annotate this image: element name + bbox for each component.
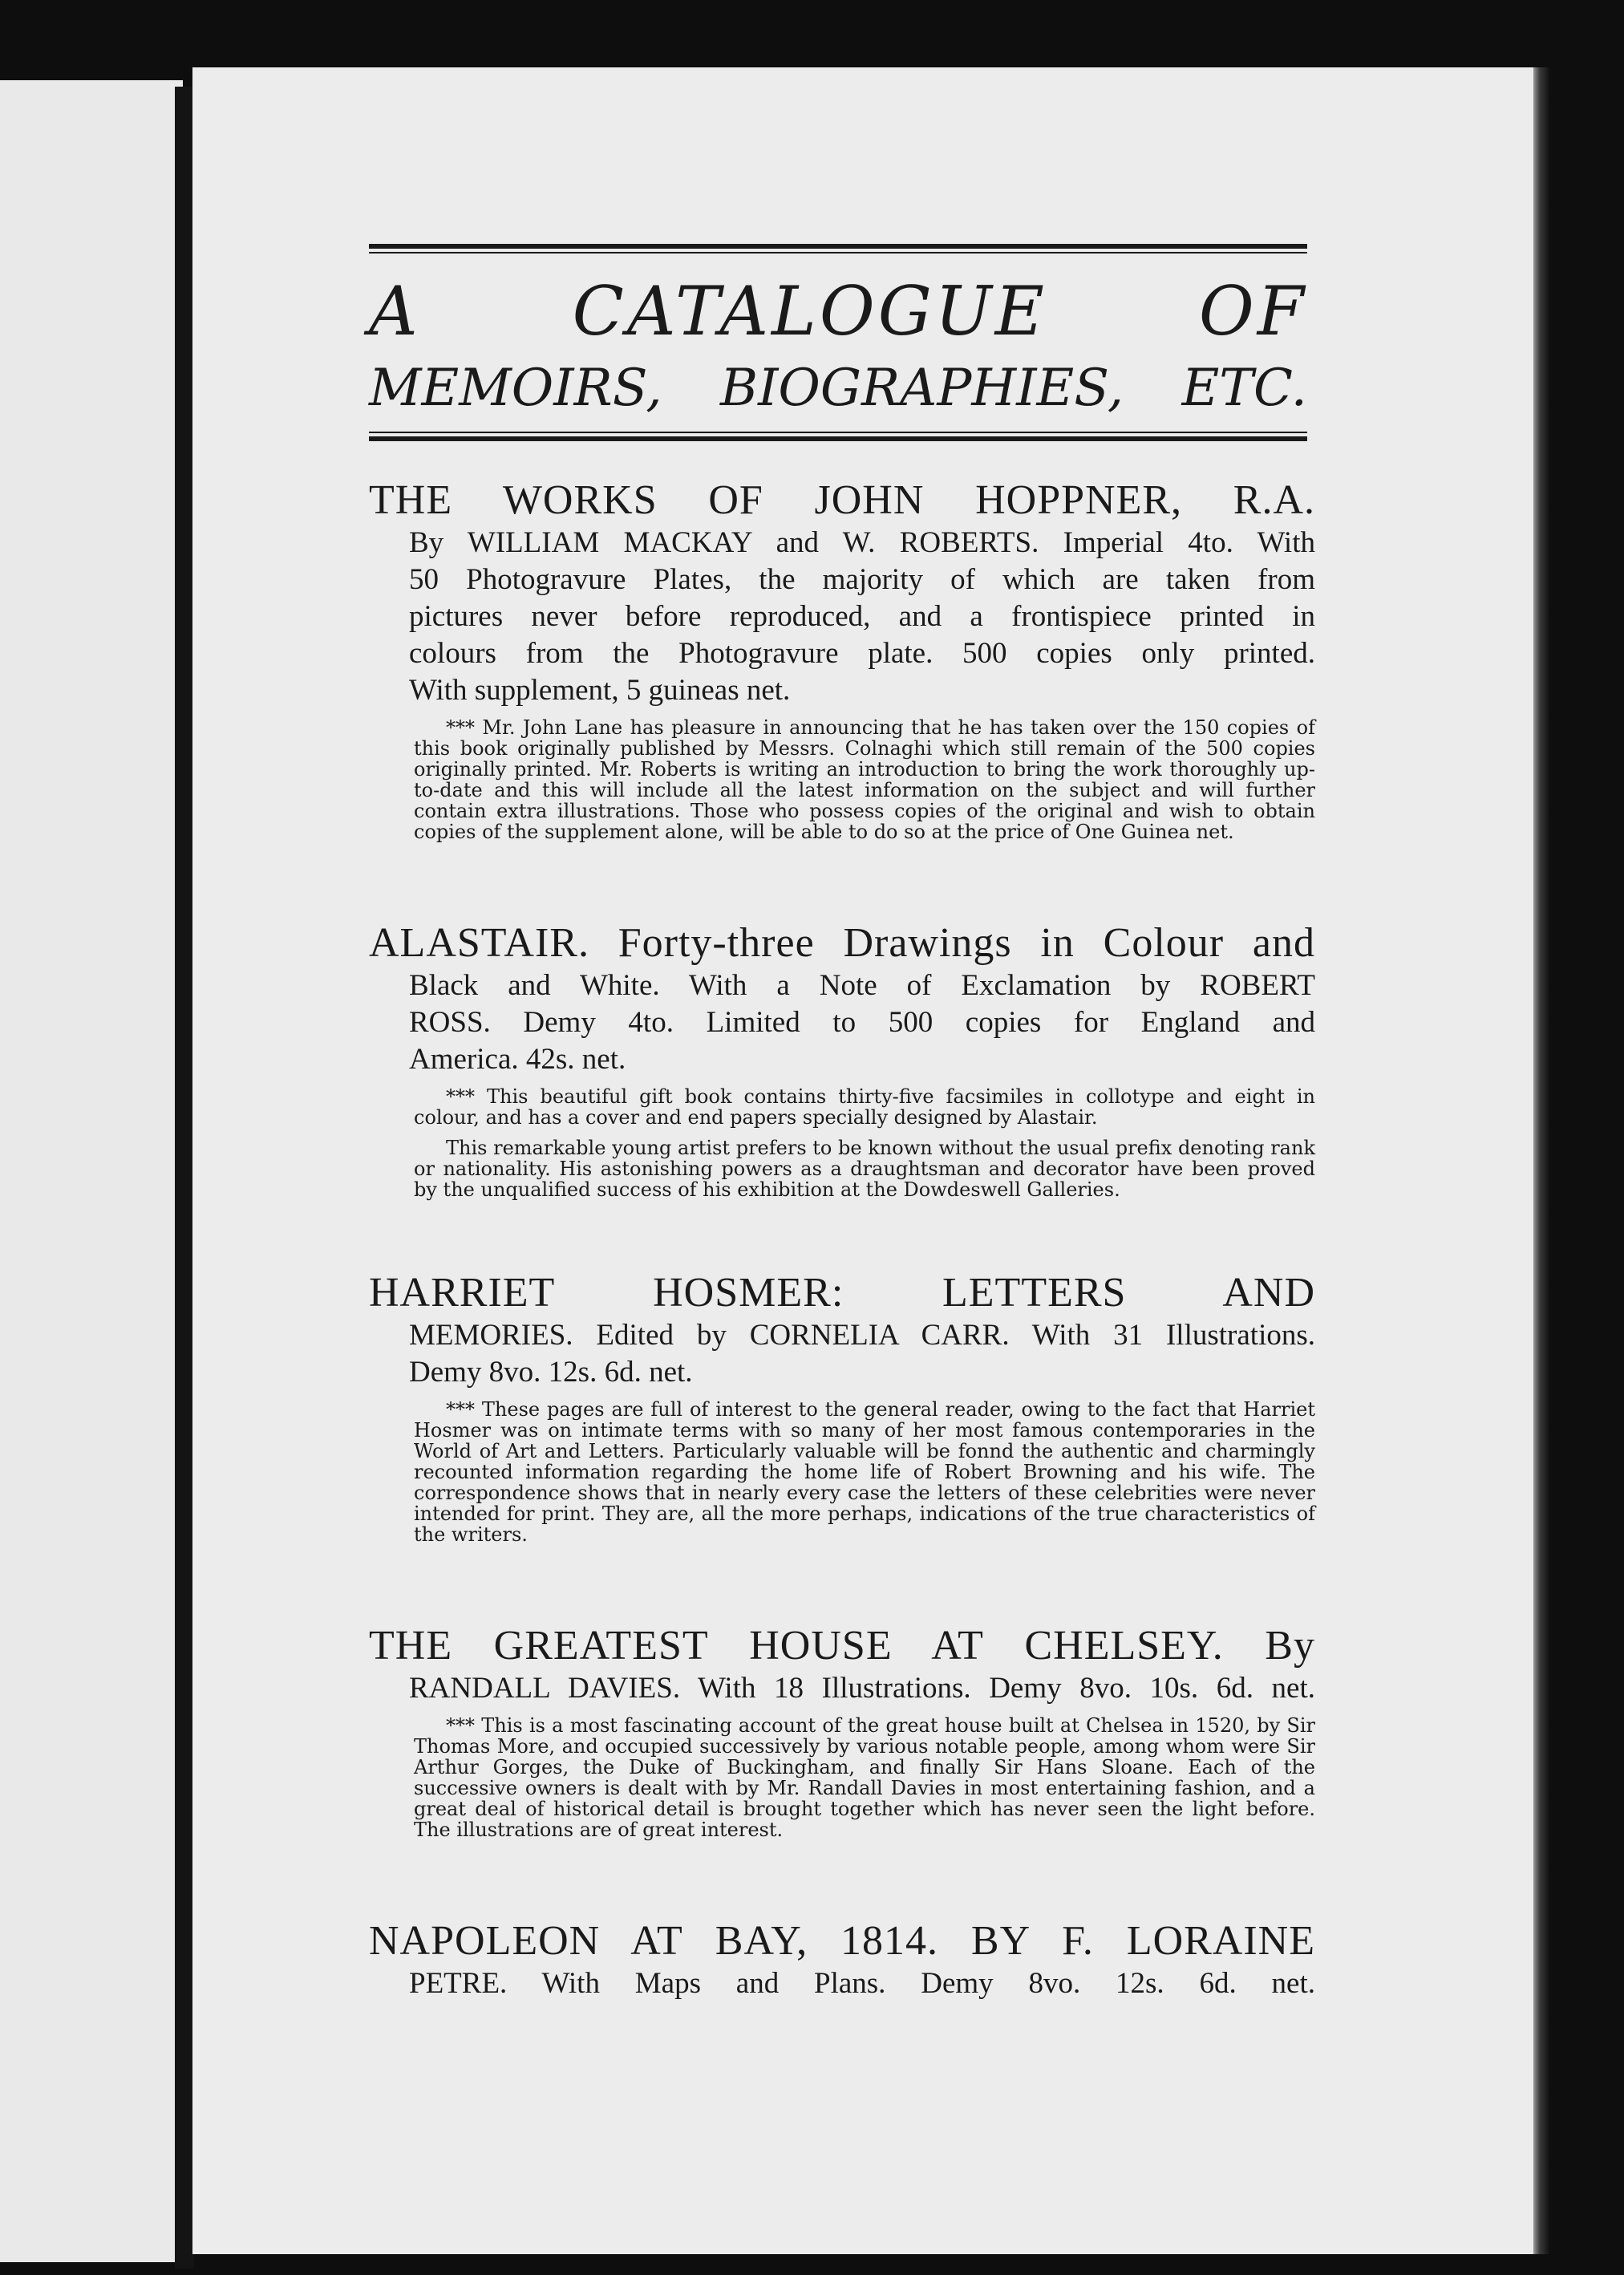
bottom-double-rule	[369, 432, 1307, 444]
note-paragraph: *** These pages are full of interest to the general reader, owing to the fact that Harriet Hosmer was on intimate terms with so many of her most famous contemporaries in the World of Art and Letters. Particularly valuable will be fonnd the authentic and charmingly recounted information regarding the home life of Robert Browning and his wife. The correspondence shows that in nearly every case the letters of these celebrities were never intended for print. They are, all the more perhaps, indications of the true characteristics of the writers.	[414, 1398, 1315, 1546]
catalogue-entry-hoppner	[369, 476, 1315, 842]
entry-line: America. 42s. net.	[409, 1043, 626, 1076]
catalogue-title	[369, 272, 1307, 351]
catalogue-entry-chelsey	[369, 1622, 1315, 1840]
catalogue-entry-hosmer	[369, 1269, 1315, 1545]
note-paragraph: This remarkable young artist prefers to be known without the usual prefix denoting rank or nationality. His astonishing powers as a draughtsman and decorator have been proved by the unqualified success of his exhibition at the Dowdeswell Galleries.	[414, 1137, 1315, 1201]
page-content	[369, 244, 1331, 2002]
entry-note	[369, 1715, 1315, 1840]
entry-line: Demy 8vo. 12s. 6d. net.	[409, 1356, 693, 1389]
entry-description	[369, 967, 1315, 1078]
entry-line: ROSS. Demy 4to. Limited to 500 copies for England and	[409, 1006, 1315, 1039]
note-paragraph: *** This is a most fascinating account of the great house built at Chelsea in 1520, by Sir Thomas More, and occupied successively by various notable people, among whom were Sir Arthur Gorges, the Duke of Buckingham, and finally Sir Hans Sloane. Each of the successive owners is dealt with by Mr. Randall Davies in most entertaining fashion, and a great deal of historical detail is brought together which has never seen the light before. The illustrations are of great interest.	[414, 1714, 1315, 1841]
entry-line: pictures never before reproduced, and a frontispiece printed in	[409, 600, 1315, 633]
note-paragraph: *** This beautiful gift book contains thirty-five facsimiles in collotype and eight in colour, and has a cover and end papers specially designed by Alastair.	[414, 1085, 1315, 1129]
entry-description	[369, 1317, 1315, 1391]
entry-line: 50 Photogravure Plates, the majority of which are taken from	[409, 563, 1315, 596]
entry-line: colours from the Photogravure plate. 500 copies only printed.	[409, 637, 1315, 670]
catalogue-subtitle: MEMOIRS, BIOGRAPHIES, ETC.	[369, 359, 1307, 418]
entry-line: With supplement, 5 guineas net.	[409, 674, 791, 707]
title-word: A	[369, 272, 421, 351]
catalogue-entry-alastair	[369, 919, 1315, 1200]
title-word: CATALOGUE	[572, 272, 1047, 351]
entry-title: ALASTAIR. Forty-three Drawings in Colour and	[369, 920, 1315, 966]
book-spine	[175, 87, 194, 2269]
entry-title: NAPOLEON AT BAY, 1814. BY F. LORAINE	[369, 1918, 1315, 1964]
catalogue-entry-napoleon	[369, 1917, 1315, 2002]
entry-description	[369, 1965, 1315, 2002]
entry-line: MEMORIES. Edited by CORNELIA CARR. With 31 Illustrations.	[409, 1319, 1315, 1352]
entry-title: THE GREATEST HOUSE AT CHELSEY. By	[369, 1623, 1315, 1669]
entry-title: HARRIET HOSMER: LETTERS AND	[369, 1270, 1315, 1316]
entry-line: RANDALL DAVIES. With 18 Illustrations. Demy 8vo. 10s. 6d. net.	[409, 1672, 1315, 1705]
entry-note	[369, 1399, 1315, 1545]
entry-line: Black and White. With a Note of Exclamation by ROBERT	[409, 969, 1315, 1002]
top-double-rule	[369, 244, 1307, 257]
title-word: OF	[1198, 272, 1307, 351]
note-paragraph: *** Mr. John Lane has pleasure in announcing that he has taken over the 150 copies of this book originally published by Messrs. Colnaghi which still remain of the 500 copies originally printed. Mr. Roberts is writing an introduction to bring the work thoroughly up-to-date and this will include all the latest information on the subject and will further contain extra illustrations. Those who possess copies of the original and wish to obtain copies of the supplement alone, will be able to do so at the price of One Guinea net.	[414, 716, 1315, 843]
entry-note	[369, 717, 1315, 842]
previous-page-edge	[0, 80, 183, 2262]
entry-note	[369, 1086, 1315, 1200]
entry-title: THE WORKS OF JOHN HOPPNER, R.A.	[369, 477, 1315, 523]
entry-line: PETRE. With Maps and Plans. Demy 8vo. 12s. 6d. net.	[409, 1967, 1315, 2000]
entry-description	[369, 1670, 1315, 1707]
page-edge-shadow	[1533, 67, 1549, 2254]
entry-description	[369, 525, 1315, 709]
entry-line: By WILLIAM MACKAY and W. ROBERTS. Imperial 4to. With	[409, 526, 1315, 559]
